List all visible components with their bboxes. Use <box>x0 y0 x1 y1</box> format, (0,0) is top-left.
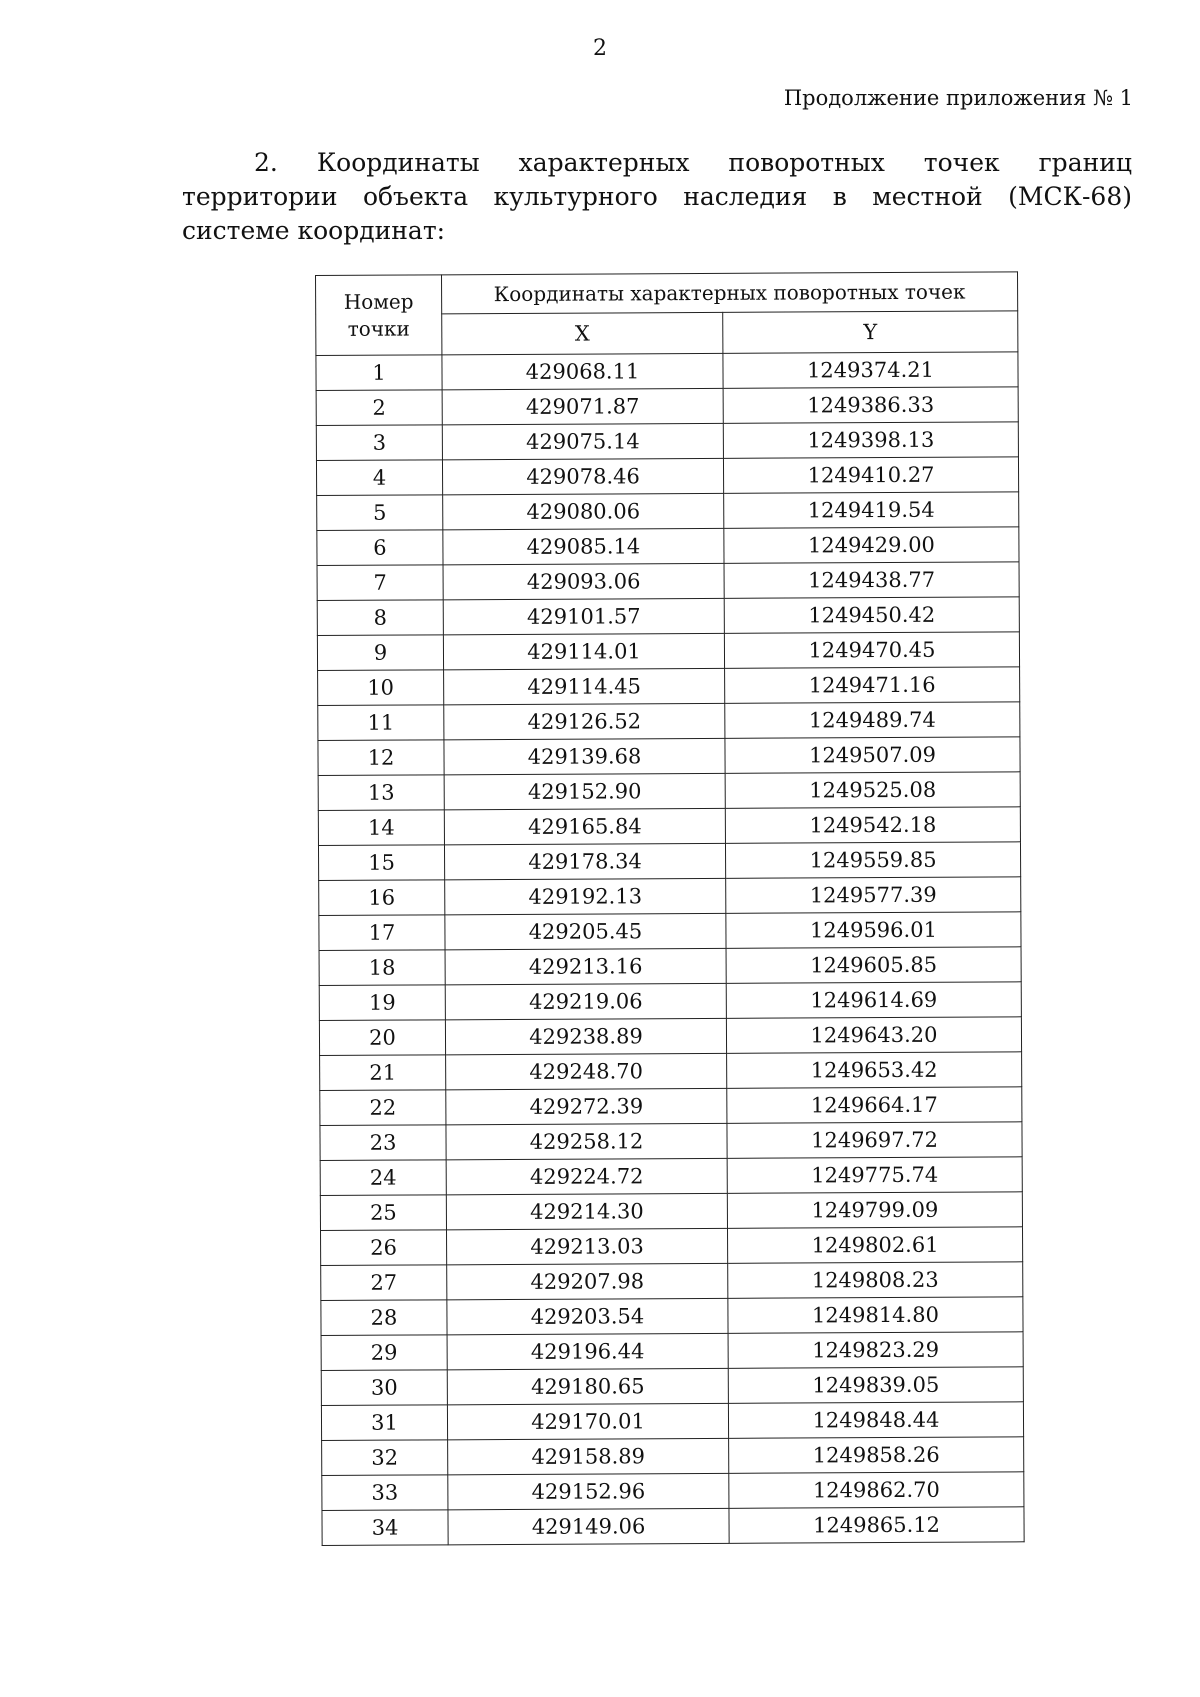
y-coordinate-cell: 1249865.12 <box>729 1507 1024 1544</box>
x-coordinate-cell: 429075.14 <box>442 423 723 459</box>
y-coordinate-cell: 1249839.05 <box>728 1367 1023 1404</box>
point-number-cell: 29 <box>321 1335 447 1371</box>
y-coordinate-cell: 1249386.33 <box>723 387 1018 424</box>
table-row <box>319 1017 1021 1056</box>
y-coordinate-cell: 1249664.17 <box>727 1087 1022 1124</box>
x-coordinate-cell: 429207.98 <box>447 1263 728 1299</box>
table-row <box>319 982 1021 1021</box>
y-coordinate-cell: 1249489.74 <box>725 702 1020 739</box>
y-coordinate-cell: 1249525.08 <box>725 772 1020 809</box>
y-coordinate-cell: 1249799.09 <box>727 1192 1022 1229</box>
x-coordinate-cell: 429078.46 <box>442 458 723 494</box>
point-number-cell: 25 <box>320 1195 446 1231</box>
y-coordinate-cell: 1249374.21 <box>723 352 1018 389</box>
coordinates-table-header <box>316 272 1018 356</box>
y-coordinate-cell: 1249643.20 <box>726 1017 1021 1054</box>
point-number-cell: 17 <box>319 915 445 951</box>
y-coordinate-cell: 1249542.18 <box>725 807 1020 844</box>
y-coordinate-cell: 1249398.13 <box>723 422 1018 459</box>
point-number-cell: 14 <box>318 810 444 846</box>
page-number: 2 <box>593 36 607 61</box>
x-coordinate-cell: 429213.03 <box>447 1228 728 1264</box>
table-row <box>316 457 1018 496</box>
x-coordinate-cell: 429139.68 <box>444 738 725 774</box>
y-coordinate-cell: 1249823.29 <box>728 1332 1023 1369</box>
x-coordinate-cell: 429093.06 <box>443 563 724 599</box>
table-row <box>321 1402 1023 1441</box>
y-coordinate-cell: 1249507.09 <box>725 737 1020 774</box>
x-coordinate-cell: 429149.06 <box>448 1508 729 1544</box>
x-coordinate-cell: 429158.89 <box>448 1438 729 1474</box>
x-coordinate-cell: 429203.54 <box>447 1298 728 1334</box>
point-number-cell: 7 <box>317 565 443 601</box>
y-coordinate-cell: 1249429.00 <box>724 527 1019 564</box>
point-number-cell: 19 <box>319 985 445 1021</box>
header-y: Y <box>723 311 1018 354</box>
y-coordinate-cell: 1249419.54 <box>724 492 1019 529</box>
x-coordinate-cell: 429170.01 <box>447 1403 728 1439</box>
header-point-number: Номер точки <box>316 275 442 356</box>
x-coordinate-cell: 429101.57 <box>443 598 724 634</box>
y-coordinate-cell: 1249848.44 <box>728 1402 1023 1439</box>
table-row <box>318 702 1020 741</box>
table-row <box>319 912 1021 951</box>
x-coordinate-cell: 429258.12 <box>446 1123 727 1159</box>
point-number-cell: 34 <box>322 1510 448 1546</box>
point-number-cell: 11 <box>318 705 444 741</box>
point-number-cell: 4 <box>316 460 442 496</box>
y-coordinate-cell: 1249438.77 <box>724 562 1019 599</box>
x-coordinate-cell: 429152.90 <box>444 773 725 809</box>
x-coordinate-cell: 429178.34 <box>444 843 725 879</box>
point-number-cell: 6 <box>317 530 443 566</box>
table-row <box>322 1472 1024 1511</box>
table-row <box>322 1507 1024 1546</box>
table-row <box>321 1262 1023 1301</box>
table-row <box>316 387 1018 426</box>
y-coordinate-cell: 1249471.16 <box>725 667 1020 704</box>
table-row <box>318 807 1020 846</box>
point-number-cell: 15 <box>318 845 444 881</box>
point-number-cell: 13 <box>318 775 444 811</box>
table-row <box>319 877 1021 916</box>
x-coordinate-cell: 429196.44 <box>447 1333 728 1369</box>
y-coordinate-cell: 1249470.45 <box>724 632 1019 669</box>
y-coordinate-cell: 1249802.61 <box>727 1227 1022 1264</box>
x-coordinate-cell: 429152.96 <box>448 1473 729 1509</box>
table-row <box>320 1157 1022 1196</box>
point-number-cell: 12 <box>318 740 444 776</box>
header-row <box>316 272 1018 315</box>
point-number-cell: 5 <box>317 495 443 531</box>
table-row <box>321 1367 1023 1406</box>
appendix-note: Продолжение приложения № 1 <box>783 86 1133 110</box>
point-number-cell: 27 <box>321 1265 447 1301</box>
table-row <box>317 527 1019 566</box>
y-coordinate-cell: 1249614.69 <box>726 982 1021 1019</box>
table-row <box>318 772 1020 811</box>
point-number-cell: 20 <box>319 1020 445 1056</box>
point-number-cell: 2 <box>316 390 442 426</box>
table-row <box>317 562 1019 601</box>
x-coordinate-cell: 429114.01 <box>443 633 724 669</box>
point-number-cell: 21 <box>320 1055 446 1091</box>
y-coordinate-cell: 1249450.42 <box>724 597 1019 634</box>
table-row <box>316 352 1018 391</box>
point-number-cell: 18 <box>319 950 445 986</box>
x-coordinate-cell: 429180.65 <box>447 1368 728 1404</box>
x-coordinate-cell: 429114.45 <box>444 668 725 704</box>
point-number-cell: 26 <box>321 1230 447 1266</box>
table-row <box>319 947 1021 986</box>
x-coordinate-cell: 429071.87 <box>442 388 723 424</box>
point-number-cell: 28 <box>321 1300 447 1336</box>
table-row <box>318 842 1020 881</box>
y-coordinate-cell: 1249775.74 <box>727 1157 1022 1194</box>
x-coordinate-cell: 429219.06 <box>445 983 726 1019</box>
y-coordinate-cell: 1249814.80 <box>728 1297 1023 1334</box>
y-coordinate-cell: 1249697.72 <box>727 1122 1022 1159</box>
table-row <box>318 737 1020 776</box>
y-coordinate-cell: 1249410.27 <box>723 457 1018 494</box>
table-row <box>317 597 1019 636</box>
x-coordinate-cell: 429080.06 <box>443 493 724 529</box>
point-number-cell: 8 <box>317 600 443 636</box>
x-coordinate-cell: 429165.84 <box>444 808 725 844</box>
table-row <box>321 1297 1023 1336</box>
point-number-cell: 33 <box>322 1475 448 1511</box>
y-coordinate-cell: 1249605.85 <box>726 947 1021 984</box>
point-number-cell: 23 <box>320 1125 446 1161</box>
coordinates-table-body <box>316 352 1024 1546</box>
table-row <box>322 1437 1024 1476</box>
point-number-cell: 31 <box>321 1405 447 1441</box>
x-coordinate-cell: 429126.52 <box>444 703 725 739</box>
y-coordinate-cell: 1249808.23 <box>728 1262 1023 1299</box>
table-row <box>320 1122 1022 1161</box>
table-row <box>317 492 1019 531</box>
x-coordinate-cell: 429248.70 <box>446 1053 727 1089</box>
header-x: X <box>442 312 723 354</box>
table-row <box>318 667 1020 706</box>
y-coordinate-cell: 1249596.01 <box>726 912 1021 949</box>
x-coordinate-cell: 429085.14 <box>443 528 724 564</box>
point-number-cell: 22 <box>320 1090 446 1126</box>
point-number-cell: 3 <box>316 425 442 461</box>
x-coordinate-cell: 429238.89 <box>445 1018 726 1054</box>
y-coordinate-cell: 1249559.85 <box>725 842 1020 879</box>
point-number-cell: 24 <box>320 1160 446 1196</box>
y-coordinate-cell: 1249653.42 <box>727 1052 1022 1089</box>
table-row <box>317 632 1019 671</box>
x-coordinate-cell: 429272.39 <box>446 1088 727 1124</box>
table-row <box>320 1087 1022 1126</box>
point-number-cell: 10 <box>318 670 444 706</box>
point-number-cell: 9 <box>317 635 443 671</box>
x-coordinate-cell: 429214.30 <box>446 1193 727 1229</box>
coordinates-table <box>315 271 1025 1546</box>
x-coordinate-cell: 429224.72 <box>446 1158 727 1194</box>
section-heading: 2. Координаты характерных поворотных точек границ территории объекта культурного наследия в местной (МСК-68) системе координат: <box>182 148 1132 245</box>
y-coordinate-cell: 1249577.39 <box>726 877 1021 914</box>
point-number-cell: 16 <box>319 880 445 916</box>
x-coordinate-cell: 429068.11 <box>442 353 723 389</box>
header-coordinates-group: Координаты характерных поворотных точек <box>442 272 1018 314</box>
table-row <box>320 1052 1022 1091</box>
y-coordinate-cell: 1249862.70 <box>729 1472 1024 1509</box>
point-number-cell: 32 <box>322 1440 448 1476</box>
table-row <box>321 1227 1023 1266</box>
table-row <box>320 1192 1022 1231</box>
point-number-cell: 1 <box>316 355 442 391</box>
point-number-cell: 30 <box>321 1370 447 1406</box>
table-row <box>321 1332 1023 1371</box>
x-coordinate-cell: 429213.16 <box>445 948 726 984</box>
table-row <box>316 422 1018 461</box>
y-coordinate-cell: 1249858.26 <box>729 1437 1024 1474</box>
x-coordinate-cell: 429205.45 <box>445 913 726 949</box>
x-coordinate-cell: 429192.13 <box>445 878 726 914</box>
